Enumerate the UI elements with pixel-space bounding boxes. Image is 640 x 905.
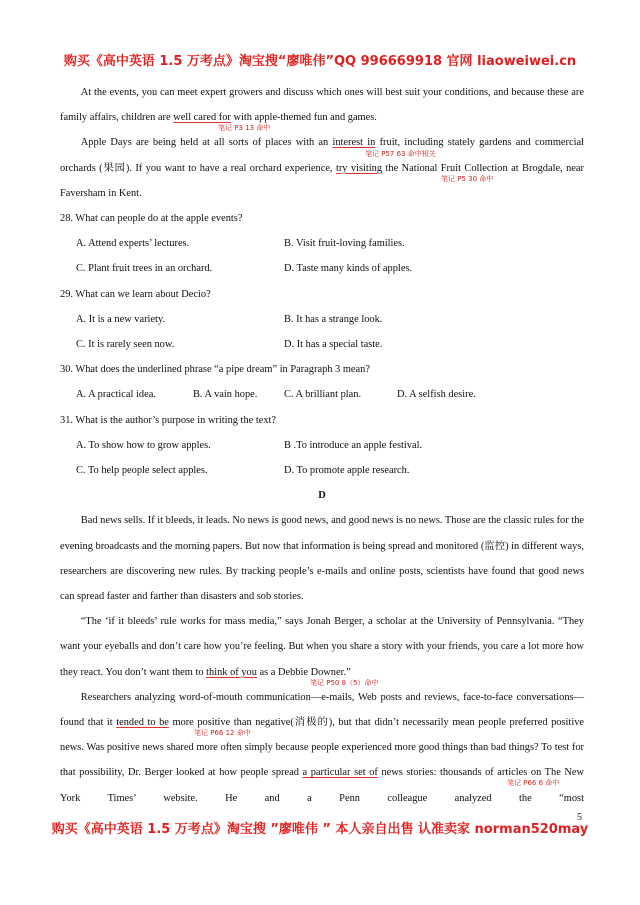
paragraph-bad-news: Bad news sells. If it bleeds, it leads. No news is good news, and good news is no news. Those are the classic rules for the evening broadcasts and the morning papers. But now that information is being spread and monitored (监控) in different ways, researchers are discovering new rules. By tracking people’s e-mails and online posts, scientists have found that good news can spread faster and farther than disasters and sob stories.: [60, 515, 584, 603]
option: B. It has a strange look.: [284, 313, 383, 325]
paragraph-researchers: [60, 685, 584, 811]
note-tag: 笔记 P57 63 命中相关: [365, 150, 436, 158]
option: C. Plant fruit trees in an orchard.: [76, 263, 213, 275]
footer-banner: 购买《高中英语 1.5 万考点》淘宝搜 ”廖唯伟 ” 本人亲自出售 认准卖家 norman520may: [51, 822, 589, 837]
option: D. A selfish desire.: [397, 389, 476, 401]
underlined-phrase: well cared for: [173, 112, 231, 124]
text: fruit, including stately gardens and commercial orchards (果园). If you want to have a real orchard experience,: [60, 137, 584, 174]
page-number: 5: [577, 812, 582, 823]
text: with apple-themed fun and games.: [230, 112, 377, 124]
option: C. A brilliant plan.: [284, 389, 362, 401]
question-31: 31. What is the author’s purpose in writing the text?: [60, 414, 277, 426]
underlined-phrase: interest in: [332, 137, 376, 149]
question-29: 29. What can we learn about Decio?: [60, 288, 211, 300]
text: Apple Days are being held at all sorts of places with an: [80, 137, 333, 149]
text: news stories: thousands of articles on The New York Times’ website. He and a Penn colleague analyzed the “most: [60, 767, 584, 804]
options-row: [60, 332, 584, 357]
option: B. A vain hope.: [193, 389, 258, 401]
options-row: [60, 256, 584, 281]
options-row: [60, 382, 584, 407]
text: At the events, you can meet expert growers and discuss which ones will best suit your conditions, and because these are family affairs, children are: [60, 87, 584, 124]
option: D. It has a special taste.: [284, 339, 383, 351]
option: B. Visit fruit-loving families.: [284, 238, 405, 250]
option: A. To show how to grow apples.: [76, 439, 211, 451]
note-tag: 笔记 P50 8（5）命中: [310, 679, 379, 687]
page-content: [60, 80, 584, 811]
paragraph-events: [60, 80, 584, 130]
options-row: [60, 433, 584, 458]
options-row: [60, 458, 584, 483]
note-tag: 笔记 P66 6 命中: [507, 779, 560, 787]
text: more positive than negative(消极的), but that didn’t necessarily mean people preferred positive news. Was positive news shared more often simply because people experienced more good things than bad things? To test for that possibility, Dr. Berger looked at how people spread: [60, 717, 585, 779]
option: A. Attend experts’ lectures.: [76, 238, 190, 250]
option: B .To introduce an apple festival.: [284, 439, 423, 451]
note-tag: 笔记 P3 13 命中: [218, 124, 271, 132]
text: the National Fruit Collection at Brogdale, near Faversham in Kent.: [60, 162, 584, 199]
paragraph-apple-days: [60, 130, 584, 206]
option: D. Taste many kinds of apples.: [284, 263, 413, 275]
question-28: 28. What can people do at the apple events?: [60, 213, 243, 225]
header-banner: 购买《高中英语 1.5 万考点》淘宝搜“廖唯伟”QQ 996669918 官网 liaoweiwei.cn: [63, 54, 577, 69]
options-row: [60, 307, 584, 332]
paragraph-berger-quote: [60, 609, 584, 685]
note-tag: 笔记 P5 30 命中: [441, 175, 494, 183]
underlined-phrase: tended to be: [116, 717, 169, 729]
underlined-phrase: think of you: [206, 666, 257, 678]
option: D. To promote apple research.: [284, 465, 410, 477]
underlined-phrase: a particular set of: [302, 767, 378, 779]
text: “The ‘if it bleeds’ rule works for mass media,” says Jonah Berger, a scholar at the University of Pennsylvania. “They want your eyeballs and don’t care how you’re feeling. But when you share a story with your friends, you care a lot more how they react. You don’t want them to: [60, 616, 584, 678]
option: C. It is rarely seen now.: [76, 339, 175, 351]
option: A. It is a new variety.: [76, 313, 166, 325]
text: Researchers analyzing word-of-mouth communication—e-mails, Web posts and reviews, face-to-face conversations—found that it: [60, 691, 584, 729]
text: as a Debbie Downer.”: [256, 666, 351, 678]
section-heading: D: [318, 490, 326, 502]
option: A. A practical idea.: [76, 389, 156, 401]
option: C. To help people select apples.: [76, 465, 208, 477]
note-tag: 笔记 P66 12 命中: [194, 729, 251, 737]
question-30: 30. What does the underlined phrase “a pipe dream” in Paragraph 3 mean?: [60, 364, 370, 376]
underlined-phrase: try visiting: [335, 162, 383, 174]
options-row: [60, 231, 584, 256]
